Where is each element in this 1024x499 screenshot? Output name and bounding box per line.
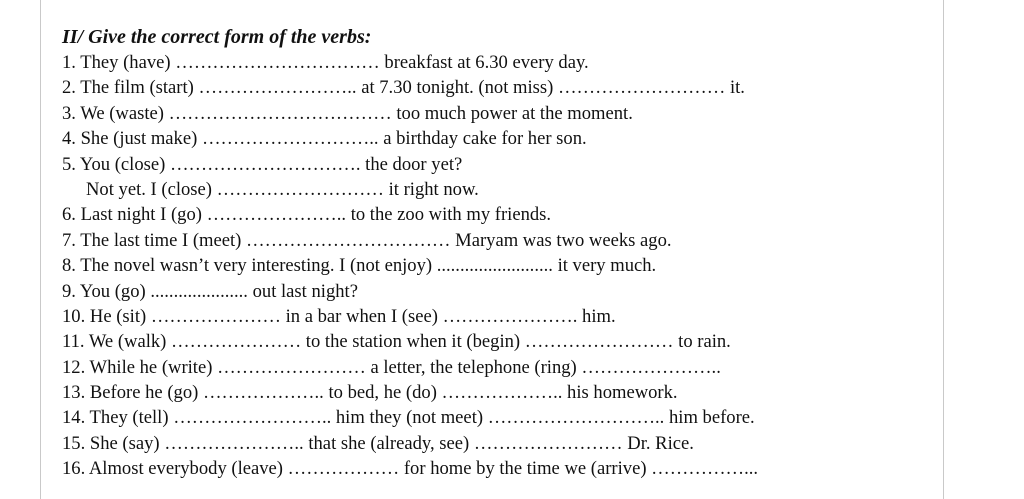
exercise-title: II/ Give the correct form of the verbs: <box>62 26 372 48</box>
exercise-item-14: 14. They (tell) …………………….. him they (not meet) ……………………….. him before. <box>62 407 755 429</box>
page-left-border <box>40 0 41 499</box>
exercise-item-16: 16. Almost everybody (leave) ……………… for home by the time we (arrive) ……………... <box>62 458 759 480</box>
exercise-item-1: 1. They (have) …………………………… breakfast at 6.30 every day. <box>62 52 589 73</box>
exercise-item-9: 9. You (go) ..................... out last night? <box>62 280 358 302</box>
exercise-item-2: 2. The film (start) …………………….. at 7.30 tonight. (not miss) ……………………… it. <box>62 77 745 99</box>
exercise-item-12: 12. While he (write) …………………… a letter, the telephone (ring) ………………….. <box>62 356 721 378</box>
exercise-item-8: 8. The novel wasn’t very interesting. I (not enjoy) ......................... it very much. <box>62 255 657 277</box>
exercise-item-15: 15. She (say) ………………….. that she (already, see) …………………… Dr. Rice. <box>62 432 694 454</box>
exercise-item-6: 6. Last night I (go) ………………….. to the zoo with my friends. <box>62 204 552 226</box>
page-right-border <box>943 0 944 499</box>
exercise-item-3: 3. We (waste) ……………………………… too much power at the moment. <box>62 102 633 124</box>
exercise-item-5: 5. You (close) …………………………. the door yet? <box>62 153 463 175</box>
exercise-item-4: 4. She (just make) ……………………….. a birthday cake for her son. <box>62 128 587 150</box>
exercise-item-5-continuation: Not yet. I (close) ……………………… it right now. <box>86 178 479 200</box>
exercise-item-13: 13. Before he (go) ……………….. to bed, he (do) ……………….. his homework. <box>62 382 678 404</box>
worksheet <box>62 24 932 482</box>
exercise-item-10: 10. He (sit) ………………… in a bar when I (see) …………………. him. <box>62 305 616 327</box>
exercise-item-11: 11. We (walk) ………………… to the station when it (begin) …………………… to rain. <box>62 331 731 353</box>
exercise-item-7: 7. The last time I (meet) …………………………… Maryam was two weeks ago. <box>62 229 672 251</box>
